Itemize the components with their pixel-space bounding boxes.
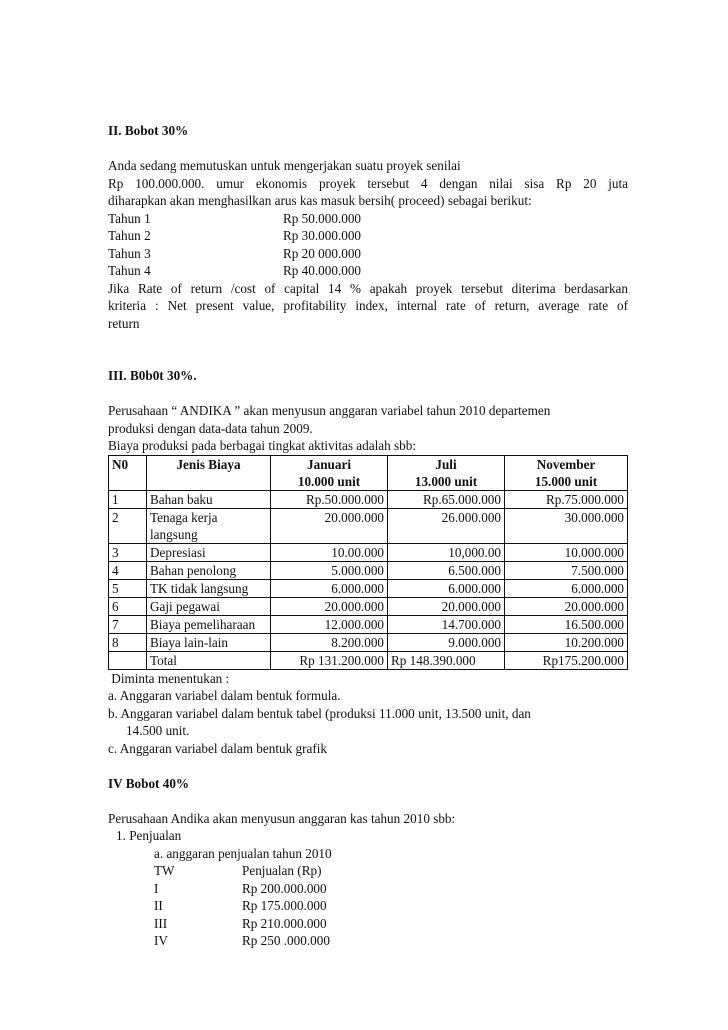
header-november-units: 15.000 unit	[534, 473, 598, 489]
year-row-1	[108, 210, 628, 228]
sales-header-row	[108, 862, 628, 880]
cell-juli: 14.700.000	[388, 615, 505, 633]
cell-jenis: Bahan penolong	[147, 561, 271, 579]
year-value: Rp 30.000.000	[283, 228, 362, 243]
sales-value: Rp 175.000.000	[242, 898, 327, 913]
section-2-question-line-2: kriteria : Net present value, profitability index, internal rate of return, average rate of	[108, 298, 628, 313]
header-no: N0	[109, 455, 147, 490]
cell-no: 1	[109, 490, 147, 508]
table-header-row	[109, 455, 628, 490]
cell-jenis: Tenaga kerja langsung	[147, 508, 271, 543]
cell-total-november: Rp175.200.000	[505, 651, 628, 669]
task-a: a. Anggaran variabel dalam bentuk formula.	[108, 688, 341, 703]
cell-januari: Rp.50.000.000	[271, 490, 388, 508]
table-total-row	[109, 651, 628, 669]
cell-juli: 6.000.000	[388, 579, 505, 597]
year-label: Tahun 1	[108, 210, 151, 226]
year-label: Tahun 2	[108, 228, 151, 243]
year-value: Rp 20 000.000	[283, 245, 362, 261]
cell-juli: 20.000.000	[388, 597, 505, 615]
cell-november: 10.200.000	[505, 633, 628, 651]
cell-november: 6.000.000	[505, 579, 628, 597]
table-row	[109, 597, 628, 615]
sales-row	[108, 880, 628, 898]
section-2-heading: II. Bobot 30%	[108, 123, 189, 138]
sales-tw: III	[154, 915, 168, 931]
cell-november: 20.000.000	[505, 597, 628, 615]
cell-jenis: TK tidak langsung	[147, 579, 271, 597]
cell-no-empty	[109, 651, 147, 669]
cell-jenis: Gaji pegawai	[147, 597, 271, 615]
section-3-intro-line-1: Perusahaan “ ANDIKA ” akan menyusun anggaran variabel tahun 2010 departemen	[108, 403, 551, 418]
year-row-3	[108, 245, 628, 263]
cell-november: 16.500.000	[505, 615, 628, 633]
section-3-intro-line-3: Biaya produksi pada berbagai tingkat aktivitas adalah sbb:	[108, 438, 416, 453]
cell-januari: 20.000.000	[271, 597, 388, 615]
table-row	[109, 490, 628, 508]
sales-value: Rp 250 .000.000	[242, 933, 330, 948]
sales-header-tw: TW	[154, 863, 175, 878]
table-row	[109, 508, 628, 543]
cell-no: 8	[109, 633, 147, 651]
cell-no: 6	[109, 597, 147, 615]
cost-table	[108, 455, 628, 670]
cell-juli: Rp.65.000.000	[388, 490, 505, 508]
cell-november: 30.000.000	[505, 508, 628, 543]
table-row	[109, 561, 628, 579]
task-b-line-1: b. Anggaran variabel dalam bentuk tabel (produksi 11.000 unit, 13.500 unit, dan	[108, 705, 531, 721]
cell-no: 5	[109, 579, 147, 597]
header-januari-units: 10.000 unit	[297, 473, 361, 489]
cell-januari: 5.000.000	[271, 561, 388, 579]
sales-tw: IV	[154, 933, 168, 948]
year-label: Tahun 3	[108, 245, 151, 261]
section-2-question-line-1: Jika Rate of return /cost of capital 14 % apakah proyek tersebut diterima berdasarkan	[108, 280, 628, 296]
cell-januari: 10.00.000	[271, 543, 388, 561]
cell-total-label: Total	[147, 651, 271, 669]
sales-header-value: Penjualan (Rp)	[242, 863, 322, 878]
cell-januari: 6.000.000	[271, 579, 388, 597]
table-row	[109, 633, 628, 651]
cell-jenis: Bahan baku	[147, 490, 271, 508]
diminta-text: Diminta menentukan :	[108, 670, 230, 686]
cell-jenis: Biaya lain-lain	[147, 633, 271, 651]
cell-juli: 26.000.000	[388, 508, 505, 543]
cell-januari: 8.200.000	[271, 633, 388, 651]
year-row-4	[108, 262, 628, 280]
task-b-line-2: 14.500 unit.	[126, 723, 190, 738]
section-3-heading: III. B0b0t 30%.	[108, 368, 197, 383]
table-row	[109, 615, 628, 633]
cell-no: 3	[109, 543, 147, 561]
cell-no: 7	[109, 615, 147, 633]
sales-row	[108, 897, 628, 915]
header-november	[505, 455, 628, 490]
cell-januari: 12.000.000	[271, 615, 388, 633]
year-value: Rp 40.000.000	[283, 263, 362, 278]
sales-value: Rp 210.000.000	[242, 915, 327, 931]
cell-november: 7.500.000	[505, 561, 628, 579]
cell-total-januari: Rp 131.200.000	[271, 651, 388, 669]
header-juli-title: Juli	[435, 456, 457, 472]
year-value: Rp 50.000.000	[283, 210, 362, 226]
task-c: c. Anggaran variabel dalam bentuk grafik	[108, 740, 327, 756]
sales-row	[108, 915, 628, 933]
table-row	[109, 579, 628, 597]
section-4-sub-a: a. anggaran penjualan tahun 2010	[154, 845, 332, 861]
cell-november: 10.000.000	[505, 543, 628, 561]
section-4-item-1: 1. Penjualan	[116, 828, 182, 843]
section-2-intro-line-1: Anda sedang memutuskan untuk mengerjakan suatu proyek senilai	[108, 158, 461, 173]
sales-tw: II	[154, 898, 163, 913]
header-januari	[271, 455, 388, 490]
sales-value: Rp 200.000.000	[242, 880, 327, 896]
header-juli-units: 13.000 unit	[414, 473, 478, 489]
section-4-heading: IV Bobot 40%	[108, 775, 190, 791]
cell-juli: 6.500.000	[388, 561, 505, 579]
section-2-intro-line-3: diharapkan akan menghasilkan arus kas masuk bersih( proceed) sebagai berikut:	[108, 193, 532, 208]
header-januari-title: Januari	[307, 456, 351, 472]
header-juli	[388, 455, 505, 490]
cell-juli: 9.000.000	[388, 633, 505, 651]
cell-jenis: Biaya pemeliharaan	[147, 615, 271, 633]
cell-no: 2	[109, 508, 147, 543]
document-page	[108, 122, 628, 950]
section-2-intro-line-2: Rp 100.000.000. umur ekonomis proyek tersebut 4 dengan nilai sisa Rp 20 juta	[108, 175, 628, 191]
header-jenis-biaya: Jenis Biaya	[147, 455, 271, 490]
cell-januari: 20.000.000	[271, 508, 388, 543]
section-4-intro: Perusahaan Andika akan menyusun anggaran kas tahun 2010 sbb:	[108, 810, 456, 826]
table-row	[109, 543, 628, 561]
sales-row	[108, 932, 628, 950]
section-2-question-line-3: return	[108, 315, 140, 331]
year-label: Tahun 4	[108, 263, 151, 278]
cell-no: 4	[109, 561, 147, 579]
sales-tw: I	[154, 880, 159, 896]
cell-november: Rp.75.000.000	[505, 490, 628, 508]
year-row-2	[108, 227, 628, 245]
cell-jenis: Depresiasi	[147, 543, 271, 561]
cell-juli: 10,000.00	[388, 543, 505, 561]
cell-total-juli: Rp 148.390.000	[388, 651, 505, 669]
section-3-intro-line-2: produksi dengan data-data tahun 2009.	[108, 420, 313, 436]
header-november-title: November	[536, 456, 596, 472]
